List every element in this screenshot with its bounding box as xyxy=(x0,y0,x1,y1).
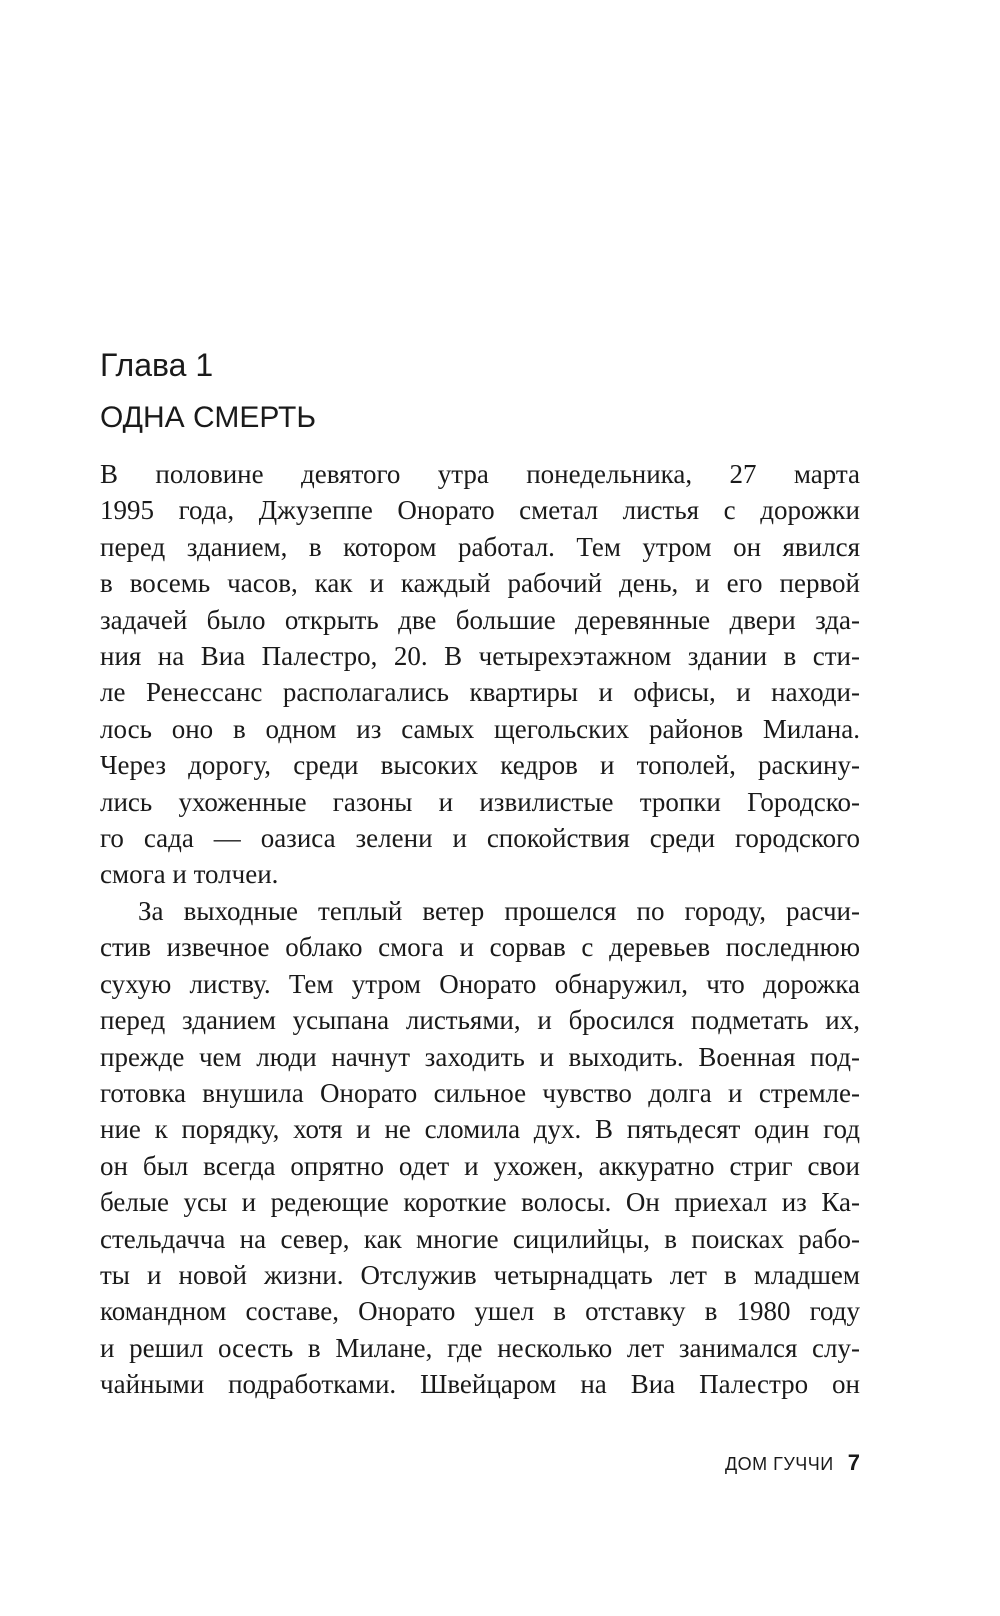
chapter-label: Глава 1 xyxy=(100,347,214,383)
text-line: ние к порядку, хотя и не сломила дух. В пятьдесят один год xyxy=(100,1114,860,1145)
text-line: в восемь часов, как и каждый рабочий день, и его первой xyxy=(100,568,860,599)
text-line: готовка внушила Онорато сильное чувство долга и стремле- xyxy=(100,1077,860,1108)
text-line: задачей было открыть две большие деревянные двери зда- xyxy=(100,604,860,635)
page-number: 7 xyxy=(847,1450,860,1475)
paragraph-2 xyxy=(100,893,860,1403)
text-line: перед зданием усыпана листьями, и бросился подметать их, xyxy=(100,1005,860,1036)
text-line: командном составе, Онорато ушел в отставку в 1980 году xyxy=(100,1296,860,1327)
text-line: перед зданием, в котором работал. Тем утром он явился xyxy=(100,531,860,562)
body-text xyxy=(100,456,860,1403)
text-line: он был всегда опрятно одет и ухожен, аккуратно стриг свои xyxy=(100,1150,860,1181)
text-line: В половине девятого утра понедельника, 27 марта xyxy=(100,459,860,489)
text-line: ты и новой жизни. Отслужив четырнадцать лет в младшем xyxy=(100,1259,860,1290)
text-line: чайными подработками. Швейцаром на Виа Палестро он xyxy=(100,1369,860,1400)
paragraph-1 xyxy=(100,456,860,893)
text-line: ния на Виа Палестро, 20. В четырехэтажном здании в сти- xyxy=(100,641,860,672)
text-line: стельдачча на север, как многие сицилийцы, в поисках рабо- xyxy=(100,1223,860,1254)
chapter-title: ОДНА СМЕРТЬ xyxy=(100,401,317,434)
text-line: ле Ренессанс располагались квартиры и офисы, и находи- xyxy=(100,677,860,708)
text-line: стив извечное облако смога и сорвав с деревьев последнюю xyxy=(100,932,860,963)
text-line: смога и толчеи. xyxy=(100,859,279,890)
page-footer xyxy=(100,1450,860,1476)
text-line: лось оно в одном из самых щегольских районов Милана. xyxy=(100,713,860,744)
text-line: прежде чем люди начнут заходить и выходить. Военная под- xyxy=(100,1041,860,1072)
text-line: белые усы и редеющие короткие волосы. Он приехал из Ка- xyxy=(100,1187,860,1218)
text-line: Через дорогу, среди высоких кедров и тополей, раскину- xyxy=(100,750,860,781)
text-line: За выходные теплый ветер прошелся по городу, расчи- xyxy=(138,895,860,926)
text-line: 1995 года, Джузеппе Онорато сметал листья с дорожки xyxy=(100,495,860,526)
text-line: го сада — оазиса зелени и спокойствия среди городского xyxy=(100,823,860,854)
text-line: лись ухоженные газоны и извилистые тропки Городско- xyxy=(100,786,860,817)
text-line: и решил осесть в Милане, где несколько лет занимался слу- xyxy=(100,1332,860,1363)
text-line: сухую листву. Тем утром Онорато обнаружил, что дорожка xyxy=(100,968,860,999)
running-title: ДОМ ГУЧЧИ xyxy=(724,1454,834,1474)
